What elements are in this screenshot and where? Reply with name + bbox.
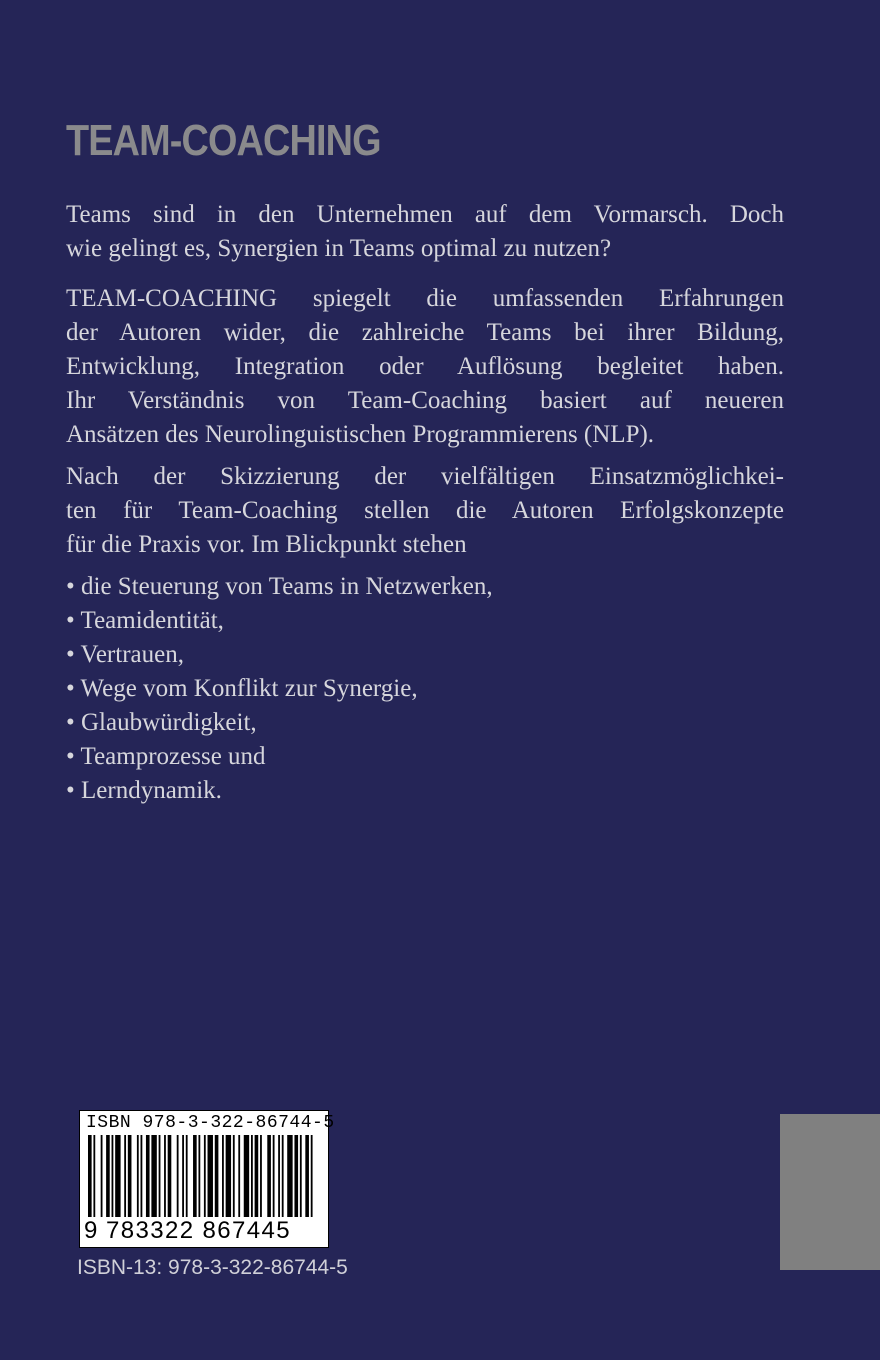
barcode-bar [204, 1135, 206, 1217]
barcode-bar [294, 1135, 298, 1217]
barcode-bar [273, 1135, 275, 1217]
spine-color-block [780, 1114, 880, 1270]
list-item: • die Steuerung von Teams in Netzwerken, [66, 573, 493, 600]
topic-list [66, 570, 493, 808]
book-title: TEAM-COACHING [66, 116, 381, 165]
list-item: • Vertrauen, [66, 641, 184, 668]
barcode-bar [282, 1135, 284, 1217]
barcode-bar [106, 1135, 110, 1217]
barcode-bar [128, 1135, 132, 1217]
barcode-bar [124, 1135, 126, 1217]
list-item: • Glaubwürdigkeit, [66, 709, 257, 736]
barcode-bar [311, 1135, 313, 1217]
text-line: Ansätzen des Neurolinguistischen Programmierens (NLP). [66, 421, 655, 448]
isbn13-text: ISBN-13: 978-3-322-86744-5 [77, 1256, 348, 1279]
barcode-label [79, 1110, 335, 1248]
list-item: • Teamidentität, [66, 607, 224, 634]
text-line: Nach der Skizzierung der vielfältigen Einsatzmöglichkei- [66, 463, 784, 490]
barcode-bar [260, 1135, 262, 1217]
text-line: wie gelingt es, Synergien in Teams optimal zu nutzen? [66, 235, 612, 262]
barcode-bar [238, 1135, 240, 1217]
barcode-bar [251, 1135, 253, 1217]
barcode-bar [88, 1135, 92, 1217]
barcode-bar [300, 1135, 302, 1217]
ean-first-digit: 9 [84, 1217, 98, 1244]
barcode-bar [287, 1135, 292, 1217]
barcode-bar [233, 1135, 235, 1217]
overview-paragraph [66, 460, 784, 562]
list-item: • Wege vom Konflikt zur Synergie, [66, 675, 418, 702]
intro-paragraph [66, 198, 784, 266]
isbn-label: ISBN 978-3-322-86744-5 [86, 1113, 335, 1133]
text-line: ten für Team-Coaching stellen die Autoren Erfolgskonzepte [66, 497, 784, 524]
ean-digits: 783322 867445 [106, 1217, 292, 1244]
barcode-image [88, 1135, 318, 1223]
barcode-bar [267, 1135, 271, 1217]
barcode-bar [137, 1135, 139, 1217]
text-line: Entwicklung, Integration oder Auflösung begleitet haben. [66, 353, 784, 380]
barcode-bar [198, 1135, 200, 1217]
barcode-bar [159, 1135, 161, 1217]
barcode-bar [208, 1135, 213, 1217]
barcode-bar [255, 1135, 259, 1217]
barcode-bar [222, 1135, 224, 1217]
text-line: Ihr Verständnis von Team-Coaching basiert auf neueren [66, 387, 784, 414]
barcode-bar [101, 1135, 103, 1217]
barcode-bar [193, 1135, 197, 1217]
text-line: TEAM-COACHING spiegelt die umfassenden Erfahrungen [66, 285, 784, 312]
barcode-bar [93, 1135, 95, 1217]
list-item: • Lerndynamik. [66, 777, 222, 804]
barcode-bar [278, 1135, 280, 1217]
barcode-bar [115, 1135, 120, 1217]
list-item: • Teamprozesse und [66, 743, 266, 770]
barcode-bar [151, 1135, 156, 1217]
barcode-bar [182, 1135, 184, 1217]
barcode-bar [168, 1135, 172, 1217]
text-line: für die Praxis vor. Im Blickpunkt stehen [66, 531, 467, 558]
description-paragraph [66, 282, 784, 452]
barcode-bar [226, 1135, 231, 1217]
barcode-bar [112, 1135, 114, 1217]
barcode-bar [305, 1135, 309, 1217]
barcode-bar [186, 1135, 188, 1217]
text-line: der Autoren wider, die zahlreiche Teams bei ihrer Bildung, [66, 319, 784, 346]
barcode-bar [215, 1135, 219, 1217]
barcode-bar [164, 1135, 166, 1217]
barcode-bar [146, 1135, 150, 1217]
barcode-bar [244, 1135, 249, 1217]
barcode-bar [141, 1135, 143, 1217]
barcode-bar [177, 1135, 179, 1217]
text-line: Teams sind in den Unternehmen auf dem Vormarsch. Doch [66, 201, 784, 228]
